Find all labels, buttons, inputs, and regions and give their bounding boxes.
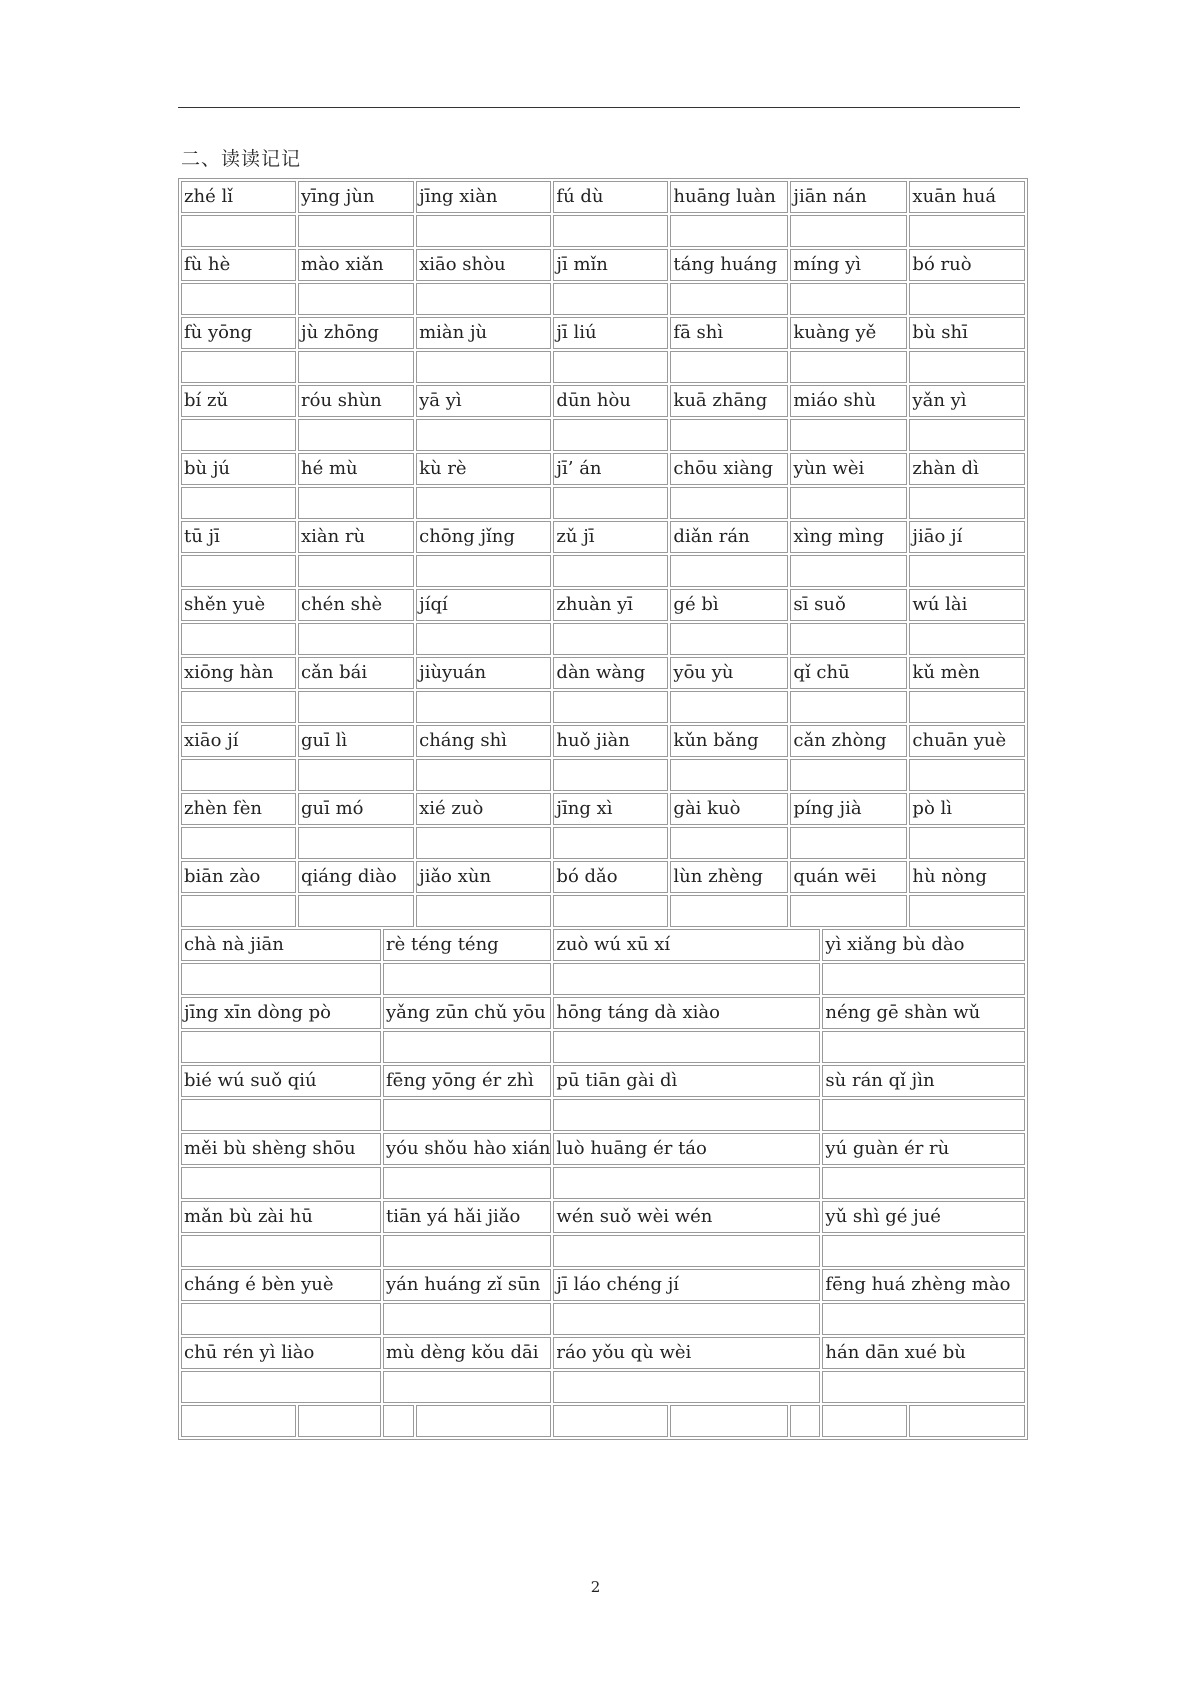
pinyin-cell: zǔ jī [553, 521, 668, 553]
answer-blank-cell [790, 827, 907, 859]
answer-blank-cell [181, 215, 296, 247]
pinyin-cell: jī’ án [553, 453, 668, 485]
answer-blank-cell [298, 827, 414, 859]
word-pinyin-row [181, 453, 1025, 485]
pinyin-cell: chū rén yì liào [181, 1337, 381, 1369]
answer-blank-cell [553, 623, 668, 655]
pinyin-cell: yōu yù [670, 657, 788, 689]
word-pinyin-row [181, 317, 1025, 349]
pinyin-cell: bù shī [909, 317, 1025, 349]
answer-blank-cell [298, 351, 414, 383]
answer-blank-cell [181, 1371, 381, 1403]
pinyin-cell: yā yì [416, 385, 551, 417]
answer-blank-cell [181, 1235, 381, 1267]
pinyin-cell: chōng jǐng [416, 521, 551, 553]
pinyin-cell: luò huāng ér táo [553, 1133, 820, 1165]
pinyin-cell: bó dǎo [553, 861, 668, 893]
answer-blank-cell [181, 283, 296, 315]
answer-blank-cell [416, 419, 551, 451]
pinyin-cell: huāng luàn [670, 181, 788, 213]
answer-blank-cell [416, 895, 551, 927]
answer-blank-cell [790, 283, 907, 315]
pinyin-cell: hé mù [298, 453, 414, 485]
answer-blank-cell [909, 623, 1025, 655]
pinyin-cell: xiōng hàn [181, 657, 296, 689]
answer-blank-cell [181, 419, 296, 451]
pinyin-cell: jīng xì [553, 793, 668, 825]
answer-blank-cell [670, 759, 788, 791]
pinyin-cell: xìng mìng [790, 521, 907, 553]
idiom-answer-row [181, 1371, 1025, 1403]
word-pinyin-row [181, 725, 1025, 757]
answer-blank-cell [909, 1405, 1025, 1437]
pinyin-cell: xiāo jí [181, 725, 296, 757]
empty-row [181, 1405, 1025, 1437]
word-pinyin-row [181, 793, 1025, 825]
answer-blank-cell [553, 1405, 668, 1437]
idiom-answer-row [181, 963, 1025, 995]
answer-blank-cell [670, 623, 788, 655]
pinyin-cell: quán wēi [790, 861, 907, 893]
pinyin-cell: yǔ shì gé jué [822, 1201, 1025, 1233]
answer-blank-cell [670, 419, 788, 451]
answer-blank-cell [790, 691, 907, 723]
answer-blank-cell [383, 1303, 551, 1335]
answer-blank-cell [822, 1405, 907, 1437]
answer-blank-cell [909, 351, 1025, 383]
answer-blank-cell [670, 691, 788, 723]
answer-blank-cell [670, 895, 788, 927]
pinyin-cell: qiáng diào [298, 861, 414, 893]
answer-blank-cell [383, 1099, 551, 1131]
answer-blank-cell [553, 1303, 820, 1335]
answer-blank-cell [298, 215, 414, 247]
answer-blank-cell [181, 895, 296, 927]
answer-blank-cell [790, 1405, 820, 1437]
word-pinyin-row [181, 521, 1025, 553]
answer-blank-cell [670, 487, 788, 519]
answer-blank-cell [790, 487, 907, 519]
pinyin-cell: guī mó [298, 793, 414, 825]
word-answer-row [181, 419, 1025, 451]
word-pinyin-row [181, 385, 1025, 417]
answer-blank-cell [822, 1371, 1025, 1403]
answer-blank-cell [909, 555, 1025, 587]
pinyin-cell: mù dèng kǒu dāi [383, 1337, 551, 1369]
pinyin-cell: dàn wàng [553, 657, 668, 689]
pinyin-cell: chà nà jiān [181, 929, 381, 961]
pinyin-cell: xiàn rù [298, 521, 414, 553]
answer-blank-cell [553, 555, 668, 587]
idiom-pinyin-row [181, 1133, 1025, 1165]
answer-blank-cell [909, 759, 1025, 791]
word-pinyin-row [181, 181, 1025, 213]
pinyin-cell: qǐ chū [790, 657, 907, 689]
idiom-answer-row [181, 1031, 1025, 1063]
pinyin-cell: jíqí [416, 589, 551, 621]
pinyin-cell: yǎn yì [909, 385, 1025, 417]
answer-blank-cell [298, 759, 414, 791]
pinyin-cell: jī liú [553, 317, 668, 349]
answer-blank-cell [181, 963, 381, 995]
word-answer-row [181, 283, 1025, 315]
pinyin-cell: hù nòng [909, 861, 1025, 893]
pinyin-cell: kù rè [416, 453, 551, 485]
word-answer-row [181, 895, 1025, 927]
pinyin-cell: wén suǒ wèi wén [553, 1201, 820, 1233]
answer-blank-cell [181, 1303, 381, 1335]
answer-blank-cell [553, 1235, 820, 1267]
answer-blank-cell [670, 351, 788, 383]
answer-blank-cell [416, 759, 551, 791]
pinyin-cell: jiāo jí [909, 521, 1025, 553]
answer-blank-cell [181, 555, 296, 587]
pinyin-cell: zhé lǐ [181, 181, 296, 213]
pinyin-cell: pò lì [909, 793, 1025, 825]
pinyin-cell: pū tiān gài dì [553, 1065, 820, 1097]
word-answer-row [181, 215, 1025, 247]
page-number: 2 [590, 1578, 601, 1596]
word-pinyin-row [181, 657, 1025, 689]
answer-blank-cell [822, 1099, 1025, 1131]
answer-blank-cell [383, 1405, 414, 1437]
idiom-answer-row [181, 1235, 1025, 1267]
answer-blank-cell [383, 1031, 551, 1063]
answer-blank-cell [416, 555, 551, 587]
pinyin-cell: shěn yuè [181, 589, 296, 621]
answer-blank-cell [790, 351, 907, 383]
answer-blank-cell [416, 623, 551, 655]
answer-blank-cell [298, 555, 414, 587]
answer-blank-cell [822, 963, 1025, 995]
pinyin-cell: zhàn dì [909, 453, 1025, 485]
answer-blank-cell [416, 1405, 551, 1437]
pinyin-cell: kuàng yě [790, 317, 907, 349]
pinyin-cell: jù zhōng [298, 317, 414, 349]
pinyin-cell: cǎn bái [298, 657, 414, 689]
answer-blank-cell [790, 419, 907, 451]
pinyin-cell: fù yōng [181, 317, 296, 349]
pinyin-cell: wú lài [909, 589, 1025, 621]
answer-blank-cell [822, 1031, 1025, 1063]
pinyin-cell: yóu shǒu hào xián [383, 1133, 551, 1165]
answer-blank-cell [181, 1167, 381, 1199]
pinyin-cell: huǒ jiàn [553, 725, 668, 757]
answer-blank-cell [822, 1303, 1025, 1335]
answer-blank-cell [553, 895, 668, 927]
pinyin-cell: táng huáng [670, 249, 788, 281]
reading-table [178, 178, 1028, 1440]
answer-blank-cell [181, 827, 296, 859]
answer-blank-cell [909, 895, 1025, 927]
pinyin-cell: yǎng zūn chǔ yōu [383, 997, 551, 1029]
pinyin-cell: jī láo chéng jí [553, 1269, 820, 1301]
pinyin-cell: jī mǐn [553, 249, 668, 281]
answer-blank-cell [181, 1031, 381, 1063]
pinyin-cell: tū jī [181, 521, 296, 553]
pinyin-cell: xié zuò [416, 793, 551, 825]
idiom-pinyin-row [181, 1269, 1025, 1301]
answer-blank-cell [416, 351, 551, 383]
idiom-answer-row [181, 1303, 1025, 1335]
pinyin-cell: diǎn rán [670, 521, 788, 553]
idiom-pinyin-row [181, 1065, 1025, 1097]
pinyin-cell: rè téng téng [383, 929, 551, 961]
answer-blank-cell [909, 691, 1025, 723]
answer-blank-cell [909, 215, 1025, 247]
word-pinyin-row [181, 861, 1025, 893]
answer-blank-cell [822, 1235, 1025, 1267]
idiom-pinyin-row [181, 1201, 1025, 1233]
answer-blank-cell [553, 487, 668, 519]
pinyin-cell: míng yì [790, 249, 907, 281]
pinyin-cell: kǔn bǎng [670, 725, 788, 757]
idiom-pinyin-row [181, 1337, 1025, 1369]
answer-blank-cell [298, 283, 414, 315]
pinyin-cell: tiān yá hǎi jiǎo [383, 1201, 551, 1233]
answer-blank-cell [416, 283, 551, 315]
pinyin-cell: fēng yōng ér zhì [383, 1065, 551, 1097]
answer-blank-cell [790, 555, 907, 587]
answer-blank-cell [553, 1099, 820, 1131]
pinyin-cell: mǎn bù zài hū [181, 1201, 381, 1233]
word-pinyin-row [181, 249, 1025, 281]
answer-blank-cell [790, 215, 907, 247]
answer-blank-cell [790, 623, 907, 655]
pinyin-cell: bié wú suǒ qiú [181, 1065, 381, 1097]
pinyin-cell: fú dù [553, 181, 668, 213]
pinyin-cell: zuò wú xū xí [553, 929, 820, 961]
pinyin-cell: ráo yǒu qù wèi [553, 1337, 820, 1369]
header-rule [178, 107, 1020, 108]
answer-blank-cell [909, 419, 1025, 451]
answer-blank-cell [553, 759, 668, 791]
answer-blank-cell [298, 895, 414, 927]
pinyin-cell: zhèn fèn [181, 793, 296, 825]
word-answer-row [181, 487, 1025, 519]
pinyin-cell: chōu xiàng [670, 453, 788, 485]
pinyin-cell: jīng xiàn [416, 181, 551, 213]
pinyin-cell: hán dān xué bù [822, 1337, 1025, 1369]
pinyin-cell: yùn wèi [790, 453, 907, 485]
idiom-answer-row [181, 1099, 1025, 1131]
answer-blank-cell [553, 1167, 820, 1199]
answer-blank-cell [553, 827, 668, 859]
pinyin-cell: bó ruò [909, 249, 1025, 281]
answer-blank-cell [298, 623, 414, 655]
pinyin-cell: cháng é bèn yuè [181, 1269, 381, 1301]
pinyin-cell: fēng huá zhèng mào [822, 1269, 1025, 1301]
answer-blank-cell [909, 283, 1025, 315]
pinyin-cell: yán huáng zǐ sūn [383, 1269, 551, 1301]
answer-blank-cell [181, 759, 296, 791]
answer-blank-cell [298, 419, 414, 451]
idiom-pinyin-row [181, 997, 1025, 1029]
answer-blank-cell [670, 215, 788, 247]
pinyin-cell: yīng jùn [298, 181, 414, 213]
answer-blank-cell [181, 1405, 296, 1437]
pinyin-cell: xuān huá [909, 181, 1025, 213]
pinyin-cell: xiāo shòu [416, 249, 551, 281]
pinyin-cell: chuān yuè [909, 725, 1025, 757]
answer-blank-cell [553, 419, 668, 451]
pinyin-cell: jiùyuán [416, 657, 551, 689]
answer-blank-cell [383, 1371, 551, 1403]
pinyin-cell: mào xiǎn [298, 249, 414, 281]
answer-blank-cell [790, 759, 907, 791]
word-answer-row [181, 555, 1025, 587]
answer-blank-cell [181, 691, 296, 723]
pinyin-cell: kuā zhāng [670, 385, 788, 417]
pinyin-cell: lùn zhèng [670, 861, 788, 893]
pinyin-cell: píng jià [790, 793, 907, 825]
answer-blank-cell [553, 691, 668, 723]
pinyin-cell: biān zào [181, 861, 296, 893]
word-answer-row [181, 691, 1025, 723]
answer-blank-cell [670, 827, 788, 859]
answer-blank-cell [416, 215, 551, 247]
answer-blank-cell [790, 895, 907, 927]
pinyin-cell: miàn jù [416, 317, 551, 349]
answer-blank-cell [298, 1405, 381, 1437]
idiom-pinyin-row [181, 929, 1025, 961]
idiom-answer-row [181, 1167, 1025, 1199]
answer-blank-cell [670, 283, 788, 315]
answer-blank-cell [416, 827, 551, 859]
answer-blank-cell [553, 283, 668, 315]
word-answer-row [181, 623, 1025, 655]
answer-blank-cell [553, 351, 668, 383]
pinyin-cell: bí zǔ [181, 385, 296, 417]
pinyin-cell: měi bù shèng shōu [181, 1133, 381, 1165]
answer-blank-cell [822, 1167, 1025, 1199]
pinyin-cell: cháng shì [416, 725, 551, 757]
pinyin-cell: chén shè [298, 589, 414, 621]
answer-blank-cell [383, 1235, 551, 1267]
pinyin-cell: guī lì [298, 725, 414, 757]
answer-blank-cell [416, 487, 551, 519]
pinyin-cell: jiǎo xùn [416, 861, 551, 893]
word-pinyin-row [181, 589, 1025, 621]
pinyin-cell: zhuàn yī [553, 589, 668, 621]
pinyin-cell: néng gē shàn wǔ [822, 997, 1025, 1029]
pinyin-cell: gé bì [670, 589, 788, 621]
answer-blank-cell [670, 555, 788, 587]
answer-blank-cell [909, 827, 1025, 859]
pinyin-cell: jiān nán [790, 181, 907, 213]
answer-blank-cell [181, 351, 296, 383]
answer-blank-cell [383, 963, 551, 995]
answer-blank-cell [298, 691, 414, 723]
pinyin-cell: jīng xīn dòng pò [181, 997, 381, 1029]
answer-blank-cell [416, 691, 551, 723]
answer-blank-cell [181, 487, 296, 519]
pinyin-cell: miáo shù [790, 385, 907, 417]
pinyin-cell: sī suǒ [790, 589, 907, 621]
answer-blank-cell [553, 215, 668, 247]
pinyin-cell: yú guàn ér rù [822, 1133, 1025, 1165]
word-answer-row [181, 759, 1025, 791]
answer-blank-cell [553, 963, 820, 995]
pinyin-cell: yì xiǎng bù dào [822, 929, 1025, 961]
word-answer-row [181, 351, 1025, 383]
pinyin-cell: dūn hòu [553, 385, 668, 417]
pinyin-cell: bù jú [181, 453, 296, 485]
pinyin-cell: fù hè [181, 249, 296, 281]
pinyin-cell: kǔ mèn [909, 657, 1025, 689]
answer-blank-cell [181, 1099, 381, 1131]
pinyin-cell: gài kuò [670, 793, 788, 825]
pinyin-cell: sù rán qǐ jìn [822, 1065, 1025, 1097]
pinyin-cell: hōng táng dà xiào [553, 997, 820, 1029]
answer-blank-cell [909, 487, 1025, 519]
answer-blank-cell [383, 1167, 551, 1199]
section-title: 二、读读记记 [181, 148, 302, 170]
answer-blank-cell [670, 1405, 788, 1437]
pinyin-cell: cǎn zhòng [790, 725, 907, 757]
word-answer-row [181, 827, 1025, 859]
answer-blank-cell [553, 1371, 820, 1403]
answer-blank-cell [298, 487, 414, 519]
answer-blank-cell [181, 623, 296, 655]
pinyin-cell: fā shì [670, 317, 788, 349]
answer-blank-cell [553, 1031, 820, 1063]
pinyin-cell: róu shùn [298, 385, 414, 417]
